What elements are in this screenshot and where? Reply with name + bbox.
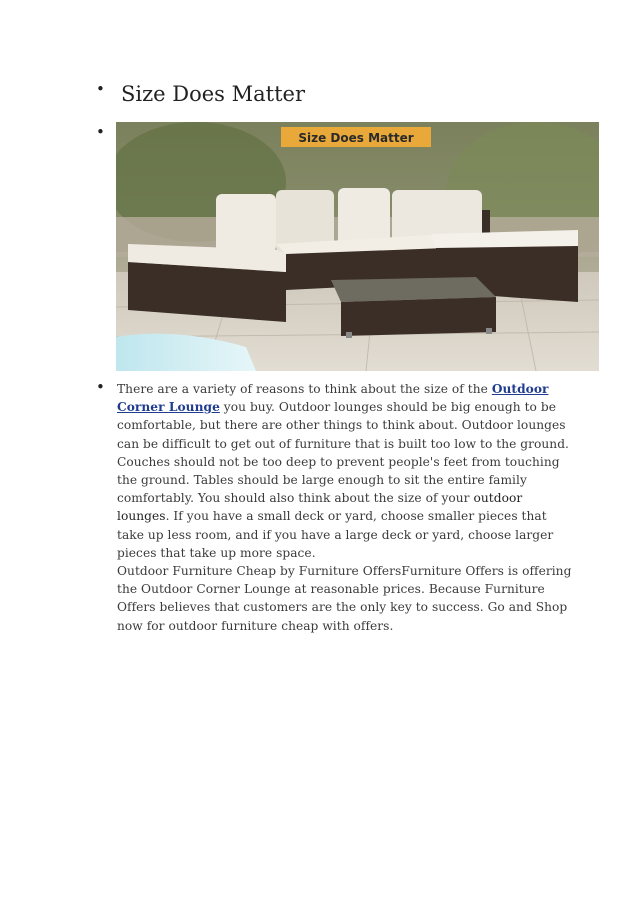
paragraph-1-text-a: There are a variety of reasons to think about the size of the [117,382,492,396]
paragraph-2 [117,453,572,562]
outdoor-corner-lounge-link[interactable]: Outdoor Corner Lounge [117,382,549,415]
bullet-3: • [96,378,105,396]
paragraph-1-text-b: you buy. Outdoor lounges should be big enough to be comfortable, but there are other things to think about. Outdoor lounges can be difficult to get out of furniture that is built too low to the ground. [117,400,569,451]
bullet-1: • [96,80,105,98]
image-banner-text: Size Does Matter [298,131,414,145]
outdoor-lounges-link[interactable]: outdoor lounges [117,491,523,524]
heading: Size Does Matter [121,82,305,106]
body-text [117,380,572,635]
paragraph-2-text-b: . If you have a small deck or yard, choose smaller pieces that take up less room, and if you have a large deck or yard, choose larger pieces that take up more space. [117,509,554,560]
paragraph-1 [117,380,572,453]
paragraph-3: Outdoor Furniture Cheap by Furniture OffersFurniture Offers is offering the Outdoor Corner Lounge at reasonable prices. Because Furniture Offers believes that customers are the only key to success. Go and Shop now for outdoor furniture cheap with offers. [117,564,572,633]
paragraph-2-text-a: Couches should not be too deep to prevent people's feet from touching the ground. Tables should be large enough to sit the entire family comfortably. You should also think about the size of your [117,454,560,506]
bullet-2: • [96,123,105,141]
product-image [116,122,599,371]
